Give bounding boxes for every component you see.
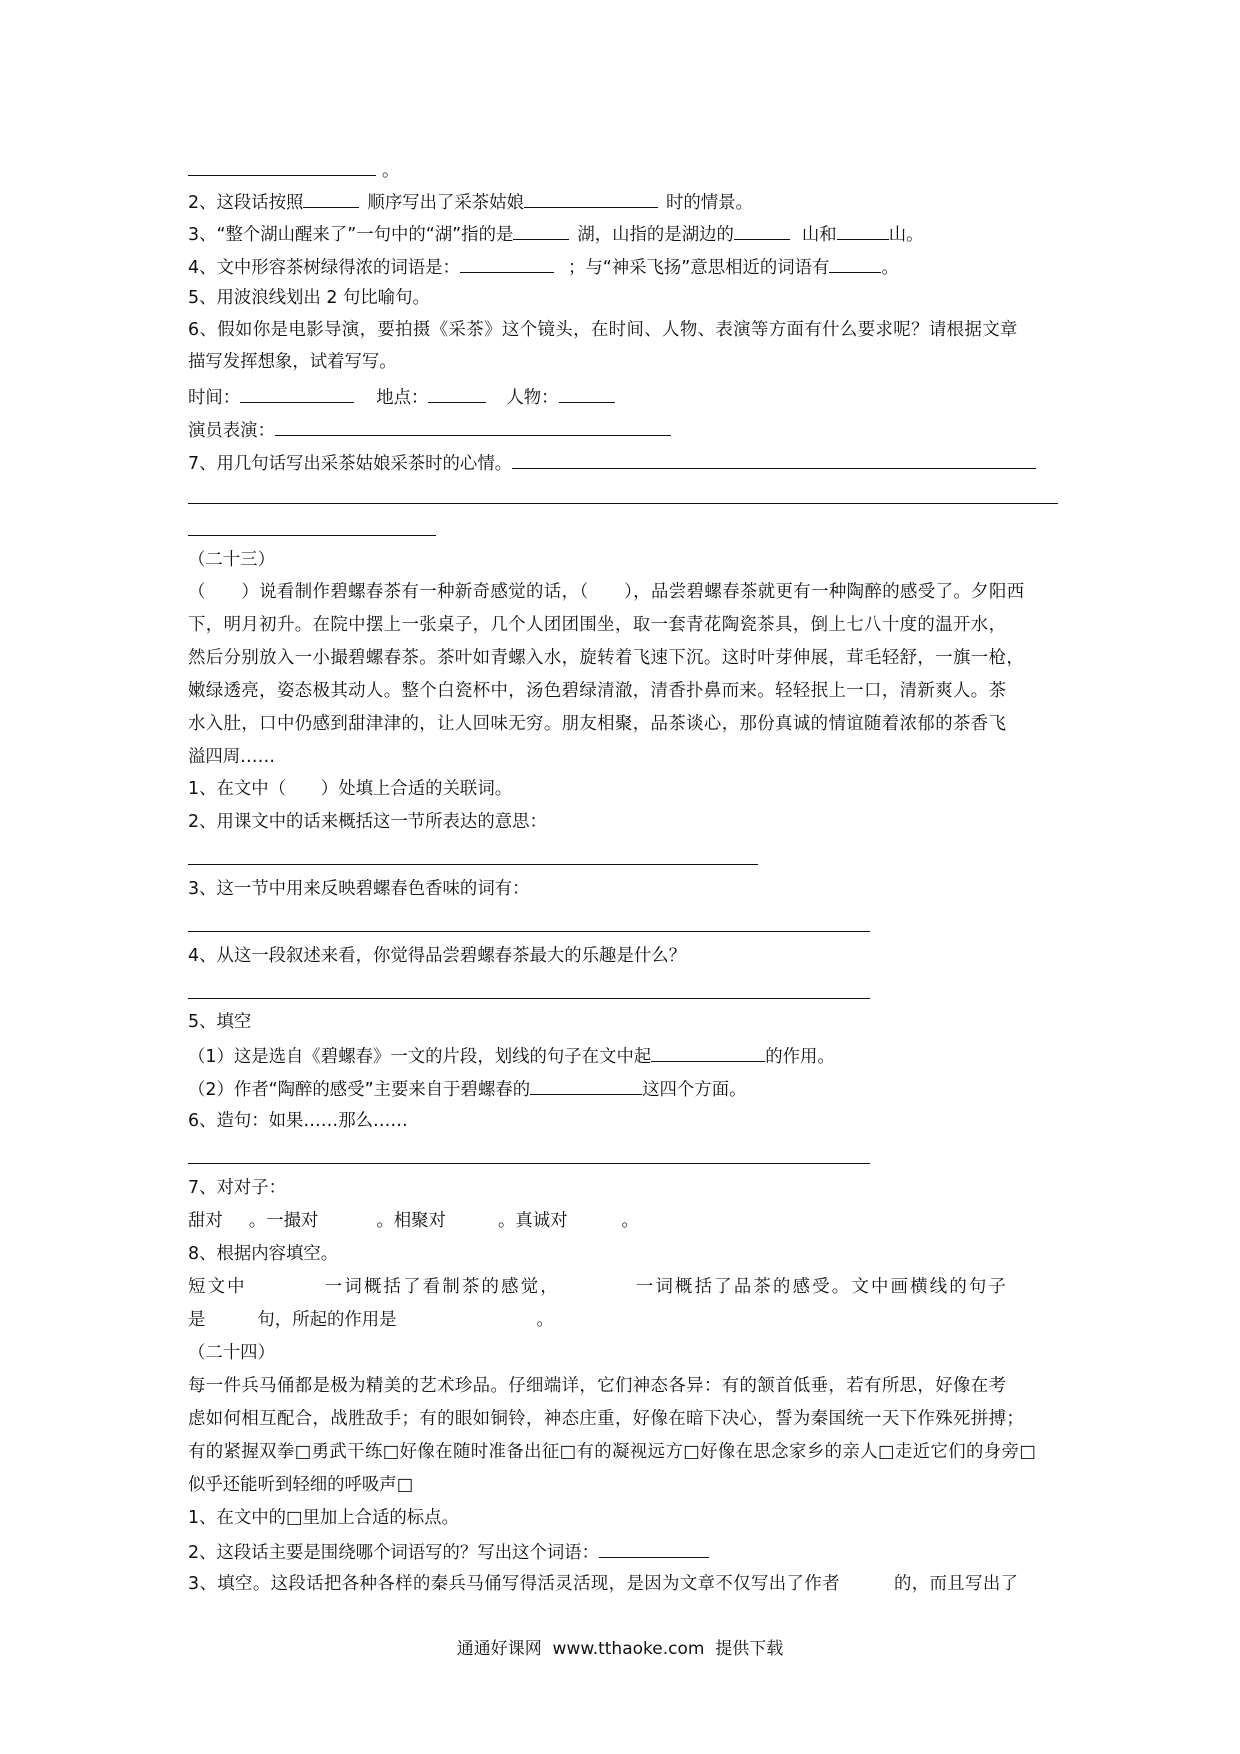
question-23-8-line2: 是 句，所起的作用是 。 <box>188 1310 554 1330</box>
answer-blank[interactable] <box>460 254 554 273</box>
couplet-row: 甜对 。一撮对 。相聚对 。真诚对 。 <box>188 1211 639 1231</box>
passage-23-line: 嫩绿透亮，姿态极其动人。整个白瓷杯中，汤色碧绿清澈，清香扑鼻而来。轻轻抿上一口，清新爽人。茶 <box>188 681 1007 701</box>
q1-answer-line: 。 <box>188 157 399 183</box>
time-place-person-row: 时间： 地点： 人物： <box>188 384 615 410</box>
section-heading-24: （二十四） <box>188 1343 275 1363</box>
question-23-5-1: （1）这是选自《碧螺春》一文的片段，划线的句子在文中起 的作用。 <box>188 1043 835 1069</box>
answer-line[interactable] <box>188 1163 870 1164</box>
question-22-6-line1: 6、假如你是电影导演，要拍摄《采茶》这个镜头，在时间、人物、表演等方面有什么要求呢？请根据文章 <box>188 320 1018 340</box>
question-23-3: 3、这一节中用来反映碧螺春色香味的词有： <box>188 879 530 899</box>
question-22-5: 5、用波浪线划出 2 句比喻句。 <box>188 288 430 308</box>
answer-blank[interactable] <box>837 221 889 240</box>
time-blank[interactable] <box>240 384 354 403</box>
question-23-2: 2、用课文中的话来概括这一节所表达的意思： <box>188 812 547 832</box>
question-22-2: 2、这段话按照 顺序写出了采茶姑娘 时的情景。 <box>188 189 753 215</box>
passage-23-line: 下，明月初升。在院中摆上一张桌子，几个人团团围坐，取一套青花陶瓷茶具，倒上七八十度的温开水， <box>188 615 1007 635</box>
answer-blank[interactable] <box>530 1076 642 1095</box>
passage-23-line: 水入肚，口中仍感到甜津津的，让人回味无穷。朋友相聚，品茶谈心，那份真诚的情谊随着浓郁的茶香飞 <box>188 714 1007 734</box>
acting-blank[interactable] <box>275 417 671 436</box>
question-22-4: 4、文中形容茶树绿得浓的词语是： ；与“神采飞扬”意思相近的词语有 。 <box>188 254 899 280</box>
passage-24-line: 每一件兵马俑都是极为精美的艺术珍品。仔细端详，它们神态各异：有的颔首低垂，若有所思，好像在考 <box>188 1376 1007 1396</box>
answer-blank[interactable] <box>524 189 658 208</box>
question-24-1: 1、在文中的□里加上合适的标点。 <box>188 1508 459 1528</box>
question-23-6: 6、造句：如果……那么…… <box>188 1111 408 1131</box>
answer-line[interactable] <box>188 931 870 932</box>
answer-line[interactable] <box>188 535 436 536</box>
answer-blank[interactable] <box>599 1539 709 1558</box>
question-22-6-line2: 描写发挥想象，试着写写。 <box>188 352 397 372</box>
passage-24-line: 虑如何相互配合，战胜敌手；有的眼如铜铃，神态庄重，好像在暗下决心，誓为秦国统一天下作殊死拼搏； <box>188 1409 1025 1429</box>
passage-23-line: （ ）说看制作碧螺春茶有一种新奇感觉的话，（ ），品尝碧螺春茶就更有一种陶醉的感受了。夕阳西 <box>188 582 1025 602</box>
acting-row: 演员表演： <box>188 417 671 443</box>
passage-24-line: 有的紧握双拳□勇武干练□好像在随时准备出征□有的凝视远方□好像在思念家乡的亲人□走近它们的身旁□ <box>188 1442 1037 1462</box>
question-24-2: 2、这段话主要是围绕哪个词语写的？写出这个词语： <box>188 1539 709 1565</box>
answer-line[interactable] <box>188 998 870 999</box>
answer-line[interactable] <box>188 503 1058 504</box>
answer-blank[interactable] <box>188 157 376 176</box>
question-24-3: 3、填空。这段话把各种各样的秦兵马俑写得活灵活现，是因为文章不仅写出了作者 的，而且写出了 <box>188 1574 1019 1594</box>
passage-23-line: 然后分别放入一小撮碧螺春茶。茶叶如青螺入水，旋转着飞速下沉。这时叶芽伸展，茸毛轻舒，一旗一枪， <box>188 648 1025 668</box>
question-23-8-line1: 短文中 一词概括了看制茶的感觉， 一词概括了品茶的感受。文中画横线的句子 <box>188 1277 1009 1297</box>
person-blank[interactable] <box>559 384 615 403</box>
answer-blank[interactable] <box>303 189 359 208</box>
answer-blank[interactable] <box>829 254 881 273</box>
page-footer: 通通好课网 www.tthaoke.com 提供下载 <box>456 1639 784 1659</box>
question-23-1: 1、在文中（ ）处填上合适的关联词。 <box>188 779 513 799</box>
answer-blank[interactable] <box>512 450 1036 469</box>
question-22-7: 7、用几句话写出采茶姑娘采茶时的心情。 <box>188 450 1036 476</box>
passage-23-line: 溢四周…… <box>188 747 275 767</box>
question-23-5: 5、填空 <box>188 1012 252 1032</box>
question-23-8: 8、根据内容填空。 <box>188 1244 339 1264</box>
answer-blank[interactable] <box>651 1043 765 1062</box>
answer-line[interactable] <box>188 864 758 865</box>
place-blank[interactable] <box>428 384 486 403</box>
answer-blank[interactable] <box>734 221 790 240</box>
question-23-5-2: （2）作者“陶醉的感受”主要来自于碧螺春的 这四个方面。 <box>188 1076 746 1102</box>
section-heading-23: （二十三） <box>188 550 275 570</box>
question-23-4: 4、从这一段叙述来看，你觉得品尝碧螺春茶最大的乐趣是什么？ <box>188 946 687 966</box>
question-23-7: 7、对对子： <box>188 1178 287 1198</box>
question-22-3: 3、“整个湖山醒来了”一句中的“湖”指的是 湖，山指的是湖边的 山和 山。 <box>188 221 923 247</box>
answer-blank[interactable] <box>513 221 569 240</box>
passage-24-line: 似乎还能听到轻细的呼吸声□ <box>188 1475 414 1495</box>
